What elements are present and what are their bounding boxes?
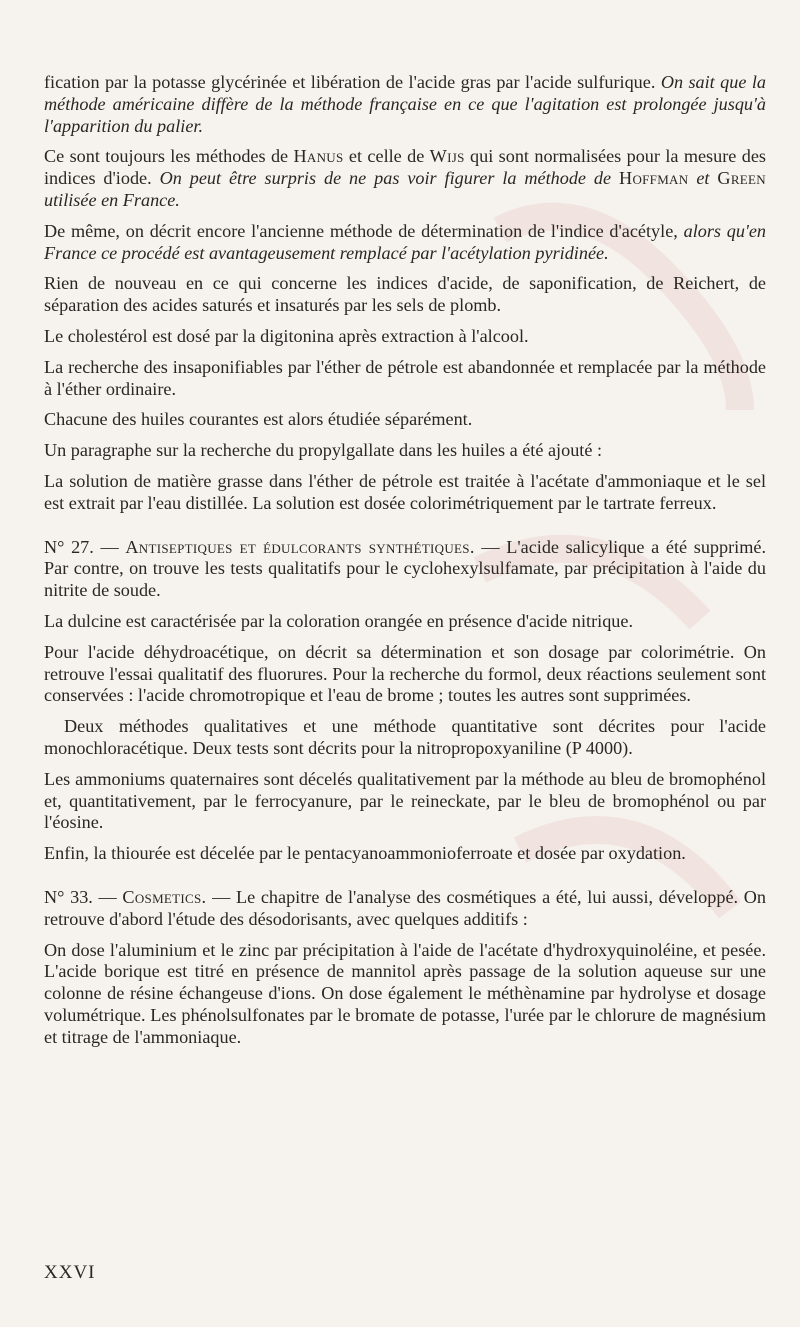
paragraph-p8 — [44, 440, 766, 462]
paragraph-p17 — [44, 940, 766, 1049]
paragraph-p3 — [44, 221, 766, 265]
italic-text: alors qu'en France ce procédé est avantageusement remplacé par l'acétylation pyridinée. — [44, 220, 767, 263]
text-run: Le cholestérol est dosé par la digitonina après extraction à l'alcool. — [44, 325, 529, 346]
text-run: La solution de matière grasse dans l'éther de pétrole est traitée à l'acétate d'ammoniaque et le sel est extrait par l'eau distillée. La solution est dosée colorimétriquement par le tartrate ferreux. — [44, 470, 766, 513]
text-run: qui sont normalisées pour la mesure des indices d'iode. — [44, 146, 766, 189]
text-run: N° 33. — — [44, 886, 123, 907]
text-run: Ce sont toujours les méthodes de — [44, 146, 294, 167]
italic-text: et — [688, 168, 718, 189]
small-caps-text: Green — [717, 168, 766, 189]
italic-text: On peut être surpris de ne pas voir figurer la méthode de — [159, 168, 620, 189]
small-caps-text: Antiseptiques et édulcorants synthétiques. — [125, 536, 475, 557]
italic-text: utilisée en France. — [44, 189, 180, 210]
text-run: Enfin, la thiourée est décelée par le pentacyanoammonioferroate et dosée par oxydation. — [44, 843, 686, 864]
paragraph-p10 — [44, 537, 766, 602]
paragraph-p12 — [44, 642, 766, 707]
text-run: Chacune des huiles courantes est alors étudiée séparément. — [44, 409, 473, 430]
text-run: et celle de — [343, 146, 430, 167]
text-run: Les ammoniums quaternaires sont décelés qualitativement par la méthode au bleu de bromophénol et, quantitativement, par le ferrocyanure, par le reineckate, par le bleu de bromophénol ou par l'éosine. — [44, 768, 766, 833]
paragraph-p6 — [44, 357, 766, 401]
page-number: XXVI — [44, 1262, 96, 1283]
small-caps-text: Wijs — [429, 146, 465, 167]
text-run: fication par la potasse glycérinée et libération de l'acide gras par l'acide sulfurique. — [44, 72, 661, 92]
paragraph-p14 — [44, 769, 766, 834]
small-caps-text: Cosmetics. — [122, 886, 207, 907]
text-run: On dose l'aluminium et le zinc par précipitation à l'aide de l'acétate d'hydroxyquinoléine, et pesée. L'acide borique est titré en présence de mannitol après passage de la solution aqueuse sur une colonne de résine échangeuse d'ions. On dose également le méthènamine par hydrolyse et dosage volumétrique. Les phénolsulfonates par le bromate de potasse, l'urée par le chlorure de magnésium et titrage de l'ammoniaque. — [44, 939, 766, 1047]
paragraph-p4 — [44, 273, 766, 317]
paragraph-p7 — [44, 409, 766, 431]
paragraph-p9 — [44, 471, 766, 515]
text-run: N° 27. — — [44, 536, 126, 557]
text-run: Un paragraphe sur la recherche du propylgallate dans les huiles a été ajouté : — [44, 440, 603, 461]
paragraph-p1 — [44, 72, 766, 137]
text-run: Deux méthodes qualitatives et une méthode quantitative sont décrites pour l'acide monochloracétique. Deux tests sont décrits pour la nitropropoxyaniline (P 4000). — [44, 716, 766, 758]
paragraph-p11 — [44, 611, 766, 633]
italic-text: On sait que la méthode américaine diffère de la méthode française en ce que l'agitation est prolongée jusqu'à l'apparition du palier. — [44, 72, 766, 136]
paragraph-p16 — [44, 887, 766, 931]
text-run: Rien de nouveau en ce qui concerne les indices d'acide, de saponification, de Reichert, de séparation des acides saturés et insaturés par les sels de plomb. — [44, 273, 766, 316]
text-run: La recherche des insaponifiables par l'éther de pétrole est abandonnée et remplacée par la méthode à l'éther ordinaire. — [44, 356, 766, 399]
text-run: De même, on décrit encore l'ancienne méthode de détermination de l'indice d'acétyle, — [44, 220, 684, 241]
paragraph-p5 — [44, 326, 766, 348]
paragraph-p2 — [44, 146, 766, 211]
paragraph-p13 — [44, 716, 766, 760]
small-caps-text: Hanus — [293, 146, 344, 167]
small-caps-text: Hoffman — [619, 168, 689, 189]
text-run: — L'acide salicylique a été supprimé. Par contre, on trouve les tests qualitatifs pour le cyclohexylsulfamate, par précipitation à l'aide du nitrite de soude. — [44, 536, 766, 601]
text-run: — Le chapitre de l'analyse des cosmétiques a été, lui aussi, développé. On retrouve d'abord l'étude des désodorisants, avec quelques additifs : — [44, 886, 766, 929]
page-body — [44, 72, 766, 1057]
text-run: Pour l'acide déhydroacétique, on décrit sa détermination et son dosage par colorimétrie. On retrouve l'essai qualitatif des fluorures. Pour la recherche du formol, deux réactions seulement sont conservées : l'acide chromotropique et l'eau de brome ; toutes les autres sont supprimées. — [44, 641, 766, 706]
paragraph-p15 — [44, 843, 766, 865]
text-run: La dulcine est caractérisée par la coloration orangée en présence d'acide nitrique. — [44, 610, 634, 631]
